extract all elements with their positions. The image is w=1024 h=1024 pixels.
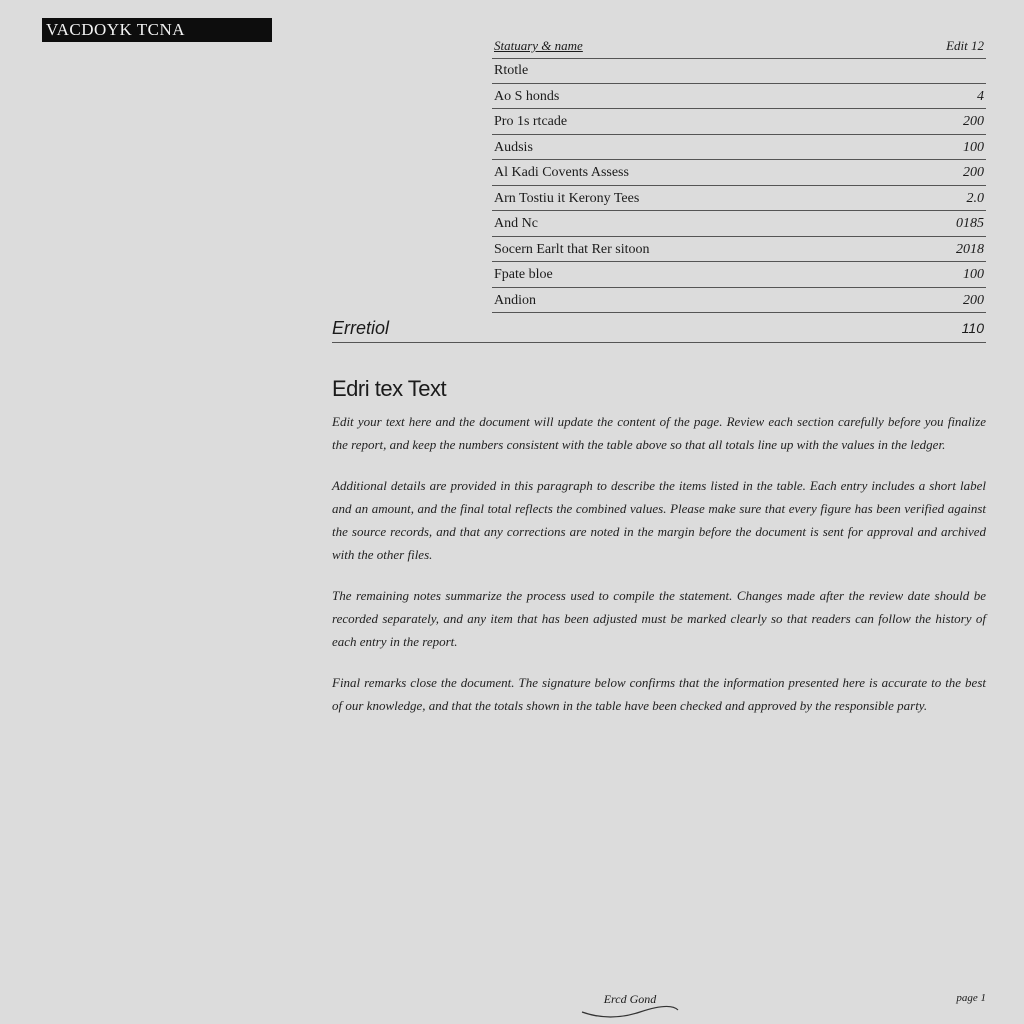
table-row: [492, 160, 986, 186]
section-heading: Edri tex Text: [332, 376, 447, 401]
document-title: VACDOYK TCNA: [42, 18, 272, 42]
total-label: Erretiol: [332, 318, 390, 338]
total-value: 110: [961, 320, 984, 336]
page-note: page 1: [956, 992, 986, 1004]
table-row: [492, 262, 986, 288]
paragraph: Edit your text here and the document will update the content of the page. Review each section carefully before you finalize the report, and keep the numbers consistent with the table above so that all totals line up with the values in the ledger.: [332, 414, 986, 452]
signature-text: Ercd Gond: [603, 992, 657, 1006]
signature: [580, 992, 680, 1020]
signature-flourish-icon: [580, 1000, 680, 1020]
row-label: Audsis: [494, 139, 533, 155]
table-row: [492, 109, 986, 135]
table-total-row: [332, 312, 986, 343]
row-value: 200: [963, 292, 984, 308]
row-value: 200: [963, 165, 984, 180]
table-row: [492, 58, 986, 84]
paragraph: The remaining notes summarize the process used to compile the statement. Changes made after the review date should be recorded separately, and any item that has been adjusted must be marked clearly so that readers can follow the history of each entry in the report.: [332, 588, 986, 649]
table-row: [492, 186, 986, 212]
row-label: Rtotle: [494, 63, 529, 78]
paragraph: Final remarks close the document. The signature below confirms that the information presented here is accurate to the best of our knowledge, and that the totals shown in the table have been checked and approved by the responsible party.: [332, 675, 986, 713]
row-label: Ao S honds: [494, 88, 560, 104]
table-row: [492, 135, 986, 161]
row-label: Socern Earlt that Rer sitoon: [494, 241, 650, 257]
table-header-label: Statuary & name: [494, 38, 583, 53]
table-header-value: Edit 12: [946, 38, 984, 53]
row-value: 2.0: [966, 190, 984, 206]
ledger-table: [492, 58, 986, 313]
row-value: 2018: [956, 241, 984, 257]
row-label: Fpate bloe: [494, 267, 553, 282]
table-header: [492, 36, 986, 59]
row-value: 0185: [956, 216, 984, 231]
row-value: 100: [963, 139, 984, 155]
row-label: Pro 1s rtcade: [494, 114, 568, 129]
table-row: [492, 84, 986, 110]
table-row: [492, 288, 986, 314]
table-row: [492, 211, 986, 237]
body-text: [332, 410, 986, 735]
row-label: Arn Tostiu it Kerony Tees: [494, 190, 640, 206]
row-value: 4: [977, 88, 984, 104]
row-label: Al Kadi Covents Assess: [494, 165, 629, 180]
paragraph: Additional details are provided in this paragraph to describe the items listed in the table. Each entry includes a short label and an amount, and the final total reflects the combined values. Please make sure that every figure has been verified against the source records, and that any corrections are noted in the margin before the document is sent for approval and archived with the other files.: [332, 478, 986, 562]
row-label: Andion: [494, 292, 536, 308]
row-value: 100: [963, 267, 984, 282]
row-label: And Nc: [494, 216, 538, 231]
table-row: [492, 237, 986, 263]
row-value: 200: [963, 114, 984, 129]
